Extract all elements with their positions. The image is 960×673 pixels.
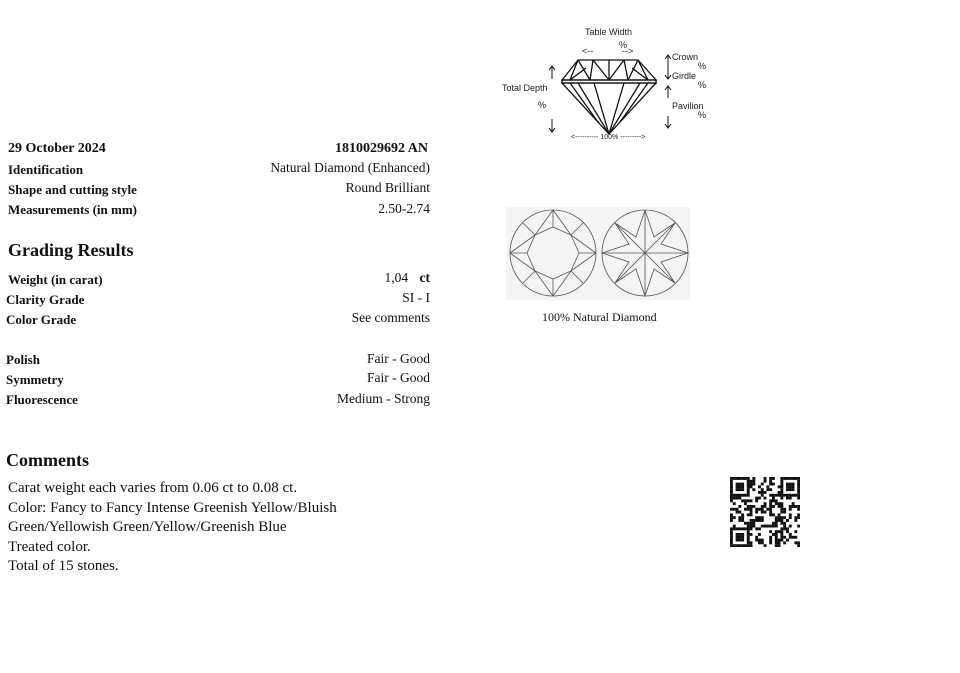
measurements-value: 2.50-2.74: [378, 201, 430, 216]
polish-label: Polish: [6, 352, 40, 367]
total-depth-percent: %: [538, 100, 547, 110]
comment-line: Color: Fancy to Fancy Intense Greenish Yellow/Bluish: [8, 500, 337, 516]
weight-value-group: [385, 270, 431, 286]
shape-label: Shape and cutting style: [8, 182, 137, 197]
fluorescence-label: Fluorescence: [6, 392, 78, 407]
diamond-pavilion-plot-icon: [602, 210, 688, 296]
comments-title: Comments: [6, 450, 89, 470]
comment-line: Carat weight each varies from 0.06 ct to 0.08 ct.: [8, 480, 298, 496]
symmetry-value: Fair - Good: [367, 370, 430, 385]
symmetry-label: Symmetry: [6, 372, 64, 387]
report-number: 1810029692 AN: [335, 141, 428, 156]
table-width-label: Table Width: [585, 27, 633, 37]
fluorescence-value: Medium - Strong: [337, 391, 430, 406]
clarity-value: SI - I: [402, 290, 430, 305]
total-depth-label: Total Depth: [502, 83, 548, 93]
clarity-label: Clarity Grade: [6, 292, 85, 307]
weight-unit: ct: [419, 270, 430, 285]
comment-line: Green/Yellowish Green/Yellow/Greenish Blue: [8, 519, 287, 535]
grading-title: Grading Results: [8, 240, 134, 260]
plot-caption: 100% Natural Diamond: [542, 310, 657, 324]
crown-percent: %: [698, 61, 707, 71]
table-arrow-left: <--: [582, 46, 594, 56]
diamond-crown-plot-icon: [510, 210, 596, 296]
report-date: 29 October 2024: [8, 141, 106, 156]
shape-value: Round Brilliant: [345, 180, 430, 195]
identification-value: Natural Diamond (Enhanced): [270, 160, 430, 175]
crown-label: Crown: [672, 52, 699, 62]
girdle-label: Girdle: [672, 71, 697, 81]
pavilion-label: Pavilion: [672, 101, 704, 111]
weight-label: Weight (in carat): [8, 272, 103, 287]
table-arrow-right: -->: [622, 46, 634, 56]
girdle-percent: %: [698, 80, 707, 90]
weight-value: 1,04: [384, 270, 409, 285]
color-label: Color Grade: [6, 312, 77, 327]
width-scale-label: <---------- 100% --------->: [571, 134, 646, 141]
polish-value: Fair - Good: [367, 351, 430, 366]
comment-line: Treated color.: [8, 539, 91, 555]
identification-label: Identification: [8, 162, 84, 177]
comment-line: Total of 15 stones.: [8, 558, 119, 574]
pavilion-percent: %: [698, 110, 707, 120]
qr-code-icon: [730, 477, 800, 547]
color-value: See comments: [351, 310, 430, 325]
measurements-label: Measurements (in mm): [8, 202, 138, 217]
table-width-percent: %: [619, 40, 628, 50]
plot-diagrams: [506, 207, 690, 300]
diamond-profile-diagram: [498, 22, 718, 150]
